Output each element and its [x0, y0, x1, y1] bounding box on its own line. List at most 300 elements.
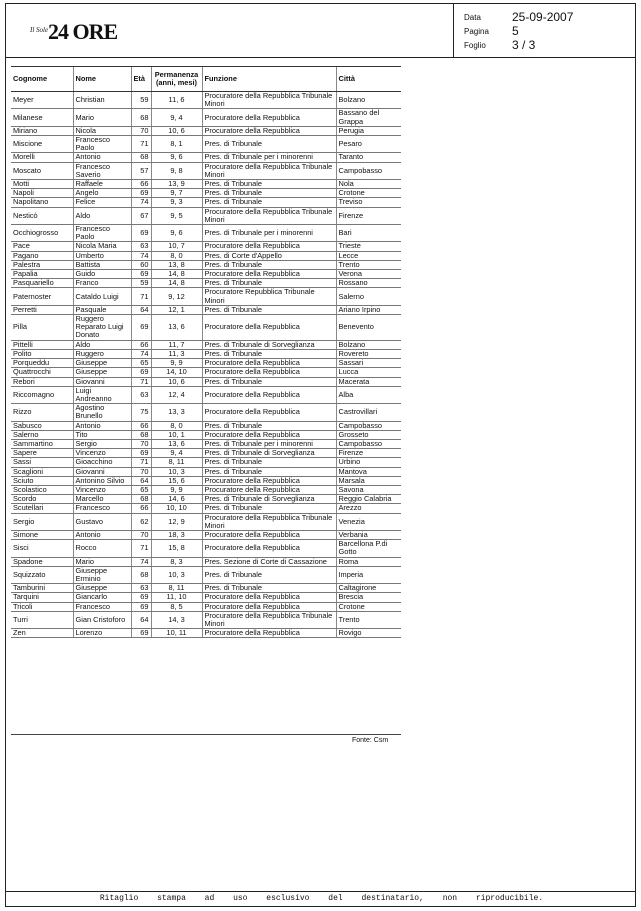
cell-funzione: Procuratore della Repubblica Tribunale Minori: [202, 162, 336, 179]
table-row: [11, 198, 401, 207]
cell-cognome: Sammartino: [11, 439, 73, 448]
cell-eta: 59: [131, 92, 151, 109]
cell-cognome: Rebori: [11, 377, 73, 386]
cell-nome: Gian Cristoforo: [73, 611, 131, 628]
cell-cognome: Tricoli: [11, 602, 73, 611]
header-logo-panel: [5, 3, 454, 58]
table-row: [11, 136, 401, 153]
table-row: [11, 251, 401, 260]
table-row: [11, 404, 401, 421]
cell-eta: 69: [131, 225, 151, 242]
cell-cognome: Perretti: [11, 305, 73, 314]
page-value: 5: [512, 24, 519, 38]
cell-nome: Francesco: [73, 602, 131, 611]
cell-funzione: Pres. di Tribunale: [202, 467, 336, 476]
cell-funzione: Procuratore della Repubblica: [202, 404, 336, 421]
cell-eta: 68: [131, 153, 151, 162]
cell-cognome: Paternoster: [11, 288, 73, 305]
cell-permanenza: 9, 6: [151, 225, 202, 242]
cell-nome: Agostino Brunello: [73, 404, 131, 421]
table-row: [11, 513, 401, 530]
col-eta: Età: [131, 67, 151, 92]
cell-funzione: Procuratore della Repubblica: [202, 593, 336, 602]
table-row: [11, 593, 401, 602]
cell-cognome: Morelli: [11, 153, 73, 162]
table-row: [11, 92, 401, 109]
cell-citta: Benevento: [336, 315, 401, 341]
cell-permanenza: 12, 4: [151, 386, 202, 403]
cell-permanenza: 9, 5: [151, 207, 202, 224]
cell-permanenza: 9, 8: [151, 162, 202, 179]
cell-eta: 68: [131, 430, 151, 439]
table-row: [11, 225, 401, 242]
cell-nome: Christian: [73, 92, 131, 109]
cell-cognome: Pittelli: [11, 340, 73, 349]
cell-nome: Ruggero Reparato Luigi Donato: [73, 315, 131, 341]
table-row: [11, 540, 401, 557]
cell-eta: 63: [131, 242, 151, 251]
meta-sheet: [464, 38, 629, 53]
cell-funzione: Procuratore della Repubblica: [202, 476, 336, 485]
cell-citta: Perugia: [336, 126, 401, 135]
cell-nome: Giuseppe: [73, 359, 131, 368]
cell-citta: Trento: [336, 611, 401, 628]
cell-funzione: Procuratore della Repubblica: [202, 602, 336, 611]
cell-cognome: Sergio: [11, 513, 73, 530]
cell-permanenza: 14, 3: [151, 611, 202, 628]
cell-citta: Crotone: [336, 189, 401, 198]
cell-permanenza: 9, 12: [151, 288, 202, 305]
cell-permanenza: 9, 3: [151, 198, 202, 207]
cell-nome: Luigi Andreanno: [73, 386, 131, 403]
cell-funzione: Procuratore della Repubblica Tribunale Minori: [202, 611, 336, 628]
cell-cognome: Nesticò: [11, 207, 73, 224]
cell-nome: Marcello: [73, 495, 131, 504]
cell-permanenza: 18, 3: [151, 530, 202, 539]
cell-citta: Marsala: [336, 476, 401, 485]
cell-nome: Raffaele: [73, 180, 131, 189]
cell-permanenza: 10, 10: [151, 504, 202, 513]
cell-eta: 66: [131, 180, 151, 189]
table-row: [11, 377, 401, 386]
cell-citta: Venezia: [336, 513, 401, 530]
col-nome: Nome: [73, 67, 131, 92]
cell-funzione: Procuratore della Repubblica Tribunale Minori: [202, 207, 336, 224]
cell-citta: Lecce: [336, 251, 401, 260]
cell-eta: 60: [131, 260, 151, 269]
cell-nome: Antonio: [73, 421, 131, 430]
cell-eta: 69: [131, 270, 151, 279]
cell-permanenza: 12, 9: [151, 513, 202, 530]
cell-eta: 69: [131, 629, 151, 638]
cell-cognome: Quattrocchi: [11, 368, 73, 377]
cell-permanenza: 10, 11: [151, 629, 202, 638]
cell-citta: Grosseto: [336, 430, 401, 439]
cell-citta: Barcellona P.di Gotto: [336, 540, 401, 557]
cell-funzione: Pres. di Tribunale: [202, 305, 336, 314]
cell-citta: Imperia: [336, 566, 401, 583]
cell-eta: 64: [131, 611, 151, 628]
cell-permanenza: 11, 6: [151, 92, 202, 109]
cell-nome: Vincenzo: [73, 449, 131, 458]
cell-nome: Franco: [73, 279, 131, 288]
cell-nome: Giovanni: [73, 467, 131, 476]
cell-cognome: Sciuto: [11, 476, 73, 485]
cell-funzione: Procuratore della Repubblica: [202, 540, 336, 557]
cell-funzione: Procuratore della Repubblica: [202, 315, 336, 341]
cell-cognome: Milanese: [11, 109, 73, 126]
cell-eta: 71: [131, 377, 151, 386]
col-cognome: Cognome: [11, 67, 73, 92]
cell-permanenza: 10, 1: [151, 430, 202, 439]
cell-cognome: Pilla: [11, 315, 73, 341]
cell-permanenza: 14, 6: [151, 495, 202, 504]
cell-permanenza: 10, 7: [151, 242, 202, 251]
cell-citta: Taranto: [336, 153, 401, 162]
meta-date: [464, 10, 629, 25]
cell-permanenza: 8, 11: [151, 458, 202, 467]
cell-citta: Trieste: [336, 242, 401, 251]
cell-nome: Rocco: [73, 540, 131, 557]
table-row: [11, 288, 401, 305]
cell-eta: 65: [131, 485, 151, 494]
cell-nome: Felice: [73, 198, 131, 207]
table-row: [11, 611, 401, 628]
col-permanenza: Permanenza (anni, mesi): [151, 67, 202, 92]
date-label: Data: [464, 13, 481, 22]
cell-citta: Macerata: [336, 377, 401, 386]
sheet-label: Foglio: [464, 41, 486, 50]
cell-citta: Campobasso: [336, 421, 401, 430]
table-row: [11, 162, 401, 179]
cell-citta: Arezzo: [336, 504, 401, 513]
cell-citta: Rovereto: [336, 349, 401, 358]
cell-nome: Pasquale: [73, 305, 131, 314]
cell-cognome: Scolastico: [11, 485, 73, 494]
cell-permanenza: 8, 1: [151, 136, 202, 153]
cell-nome: Mario: [73, 557, 131, 566]
cell-funzione: Procuratore della Repubblica: [202, 109, 336, 126]
meta-page: [464, 24, 629, 39]
cell-funzione: Pres. di Tribunale: [202, 504, 336, 513]
table-row: [11, 566, 401, 583]
cell-permanenza: 8, 3: [151, 557, 202, 566]
cell-nome: Aldo: [73, 207, 131, 224]
cell-permanenza: 13, 6: [151, 439, 202, 448]
cell-permanenza: 15, 6: [151, 476, 202, 485]
cell-nome: Francesco Paolo: [73, 225, 131, 242]
cell-permanenza: 13, 8: [151, 260, 202, 269]
date-value: 25-09-2007: [512, 10, 574, 24]
cell-eta: 63: [131, 584, 151, 593]
cell-eta: 71: [131, 288, 151, 305]
cell-eta: 68: [131, 566, 151, 583]
cell-funzione: Pres. di Tribunale: [202, 421, 336, 430]
cell-cognome: Porqueddu: [11, 359, 73, 368]
cell-funzione: Procuratore della Repubblica: [202, 242, 336, 251]
table-row: [11, 126, 401, 135]
cell-citta: Castrovillari: [336, 404, 401, 421]
table-row: [11, 629, 401, 638]
table-row: [11, 421, 401, 430]
table-row: [11, 504, 401, 513]
cell-nome: Nicola: [73, 126, 131, 135]
table-row: [11, 109, 401, 126]
cell-permanenza: 8, 11: [151, 584, 202, 593]
cell-eta: 74: [131, 251, 151, 260]
cell-permanenza: 10, 3: [151, 467, 202, 476]
cell-funzione: Pres. di Tribunale per i minorenni: [202, 439, 336, 448]
cell-permanenza: 11, 3: [151, 349, 202, 358]
cell-eta: 64: [131, 305, 151, 314]
cell-cognome: Tamburini: [11, 584, 73, 593]
table-row: [11, 305, 401, 314]
cell-permanenza: 8, 5: [151, 602, 202, 611]
cell-cognome: Tarquini: [11, 593, 73, 602]
cell-nome: Mario: [73, 109, 131, 126]
cell-permanenza: 9, 6: [151, 153, 202, 162]
cell-eta: 74: [131, 198, 151, 207]
cell-nome: Francesco Saverio: [73, 162, 131, 179]
cell-citta: Nola: [336, 180, 401, 189]
cell-eta: 70: [131, 467, 151, 476]
table-row: [11, 602, 401, 611]
cell-citta: Caltagirone: [336, 584, 401, 593]
cell-eta: 66: [131, 421, 151, 430]
cell-eta: 70: [131, 530, 151, 539]
cell-citta: Verona: [336, 270, 401, 279]
cell-nome: Guido: [73, 270, 131, 279]
cell-nome: Antonio: [73, 153, 131, 162]
cell-citta: Bolzano: [336, 92, 401, 109]
cell-eta: 68: [131, 495, 151, 504]
cell-eta: 69: [131, 189, 151, 198]
footer-panel: [5, 891, 636, 907]
table-row: [11, 153, 401, 162]
cell-citta: Bari: [336, 225, 401, 242]
cell-cognome: Motti: [11, 180, 73, 189]
cell-eta: 70: [131, 126, 151, 135]
magistrates-table: [11, 66, 401, 638]
cell-cognome: Pasquariello: [11, 279, 73, 288]
cell-funzione: Pres. di Corte d'Appello: [202, 251, 336, 260]
cell-citta: Ariano Irpino: [336, 305, 401, 314]
table-row: [11, 458, 401, 467]
table-row: [11, 207, 401, 224]
cell-permanenza: 8, 0: [151, 421, 202, 430]
cell-nome: Francesco: [73, 504, 131, 513]
cell-permanenza: 10, 3: [151, 566, 202, 583]
cell-eta: 68: [131, 109, 151, 126]
cell-citta: Sassari: [336, 359, 401, 368]
cell-citta: Lucca: [336, 368, 401, 377]
table-row: [11, 386, 401, 403]
cell-eta: 64: [131, 476, 151, 485]
cell-citta: Savona: [336, 485, 401, 494]
cell-cognome: Pace: [11, 242, 73, 251]
cell-funzione: Procuratore della Repubblica: [202, 368, 336, 377]
cell-permanenza: 9, 9: [151, 359, 202, 368]
cell-nome: Antonio: [73, 530, 131, 539]
cell-citta: Campobasso: [336, 439, 401, 448]
cell-eta: 71: [131, 458, 151, 467]
cell-eta: 69: [131, 593, 151, 602]
table-row: [11, 242, 401, 251]
cell-cognome: Meyer: [11, 92, 73, 109]
cell-funzione: Pres. di Tribunale: [202, 180, 336, 189]
cell-permanenza: 9, 4: [151, 449, 202, 458]
table-row: [11, 315, 401, 341]
cell-eta: 66: [131, 340, 151, 349]
table-row: [11, 368, 401, 377]
cell-permanenza: 13, 6: [151, 315, 202, 341]
cell-cognome: Spadone: [11, 557, 73, 566]
cell-cognome: Zen: [11, 629, 73, 638]
cell-cognome: Miriano: [11, 126, 73, 135]
cell-nome: Giuseppe Erminio: [73, 566, 131, 583]
cell-funzione: Procuratore Repubblica Tribunale Minori: [202, 288, 336, 305]
cell-citta: Firenze: [336, 449, 401, 458]
cell-citta: Brescia: [336, 593, 401, 602]
cell-cognome: Pagano: [11, 251, 73, 260]
cell-eta: 70: [131, 439, 151, 448]
cell-cognome: Squizzato: [11, 566, 73, 583]
cell-citta: Alba: [336, 386, 401, 403]
cell-nome: Ruggero: [73, 349, 131, 358]
cell-eta: 65: [131, 359, 151, 368]
cell-funzione: Procuratore della Repubblica: [202, 359, 336, 368]
table-body: [11, 92, 401, 638]
cell-eta: 62: [131, 513, 151, 530]
cell-funzione: Procuratore della Repubblica: [202, 629, 336, 638]
cell-nome: Giancarlo: [73, 593, 131, 602]
cell-cognome: Papalia: [11, 270, 73, 279]
cell-cognome: Salerno: [11, 430, 73, 439]
cell-eta: 66: [131, 504, 151, 513]
cell-funzione: Pres. di Tribunale: [202, 566, 336, 583]
cell-citta: Bolzano: [336, 340, 401, 349]
cell-eta: 69: [131, 449, 151, 458]
cell-citta: Trento: [336, 260, 401, 269]
cell-funzione: Procuratore della Repubblica: [202, 126, 336, 135]
col-funzione: Funzione: [202, 67, 336, 92]
cell-eta: 74: [131, 349, 151, 358]
cell-cognome: Sapere: [11, 449, 73, 458]
cell-funzione: Procuratore della Repubblica Tribunale Minori: [202, 513, 336, 530]
cell-permanenza: 12, 1: [151, 305, 202, 314]
cell-funzione: Procuratore della Repubblica: [202, 270, 336, 279]
cell-nome: Sergio: [73, 439, 131, 448]
cell-nome: Lorenzo: [73, 629, 131, 638]
cell-funzione: Pres. di Tribunale di Sorveglianza: [202, 340, 336, 349]
source-note: Fonte: Csm: [352, 737, 389, 744]
cell-funzione: Procuratore della Repubblica: [202, 386, 336, 403]
cell-citta: Campobasso: [336, 162, 401, 179]
cell-nome: Cataldo Luigi: [73, 288, 131, 305]
cell-permanenza: 13, 3: [151, 404, 202, 421]
cell-funzione: Pres. Sezione di Corte di Cassazione: [202, 557, 336, 566]
cell-funzione: Pres. di Tribunale: [202, 377, 336, 386]
cell-cognome: Sabusco: [11, 421, 73, 430]
cell-cognome: Scutellari: [11, 504, 73, 513]
logo-small-text: Il Sole: [30, 26, 49, 34]
cell-funzione: Pres. di Tribunale: [202, 260, 336, 269]
cell-eta: 74: [131, 557, 151, 566]
cell-funzione: Pres. di Tribunale: [202, 584, 336, 593]
cell-citta: Pesaro: [336, 136, 401, 153]
cell-cognome: Scordo: [11, 495, 73, 504]
cell-funzione: Procuratore della Repubblica: [202, 485, 336, 494]
page-label: Pagina: [464, 27, 489, 36]
cell-nome: Antonino Silvio: [73, 476, 131, 485]
cell-cognome: Napolitano: [11, 198, 73, 207]
footer-disclaimer: Ritaglio stampa ad uso esclusivo del destinatario, non riproducibile.: [99, 894, 544, 903]
cell-nome: Nicola Maria: [73, 242, 131, 251]
cell-permanenza: 10, 6: [151, 126, 202, 135]
cell-cognome: Occhiogrosso: [11, 225, 73, 242]
col-citta: Città: [336, 67, 401, 92]
cell-funzione: Procuratore della Repubblica: [202, 530, 336, 539]
table-bottom-rule: [11, 734, 401, 735]
cell-permanenza: 14, 8: [151, 270, 202, 279]
cell-cognome: Moscato: [11, 162, 73, 179]
cell-cognome: Sassi: [11, 458, 73, 467]
cell-nome: Aldo: [73, 340, 131, 349]
cell-permanenza: 13, 9: [151, 180, 202, 189]
cell-nome: Francesco Paolo: [73, 136, 131, 153]
table-header-row: [11, 67, 401, 92]
table-row: [11, 340, 401, 349]
cell-funzione: Pres. di Tribunale: [202, 198, 336, 207]
cell-citta: Rovigo: [336, 629, 401, 638]
cell-funzione: Pres. di Tribunale di Sorveglianza: [202, 449, 336, 458]
cell-nome: Gioacchino: [73, 458, 131, 467]
cell-permanenza: 9, 7: [151, 189, 202, 198]
cell-citta: Roma: [336, 557, 401, 566]
cell-citta: Rossano: [336, 279, 401, 288]
cell-funzione: Pres. di Tribunale: [202, 189, 336, 198]
cell-funzione: Pres. di Tribunale: [202, 458, 336, 467]
cell-citta: Verbania: [336, 530, 401, 539]
cell-nome: Giuseppe: [73, 584, 131, 593]
cell-nome: Gustavo: [73, 513, 131, 530]
cell-eta: 69: [131, 315, 151, 341]
cell-funzione: Pres. di Tribunale di Sorveglianza: [202, 495, 336, 504]
cell-permanenza: 11, 7: [151, 340, 202, 349]
cell-citta: Bassano del Grappa: [336, 109, 401, 126]
cell-cognome: Rizzo: [11, 404, 73, 421]
cell-funzione: Pres. di Tribunale: [202, 349, 336, 358]
cell-cognome: Polito: [11, 349, 73, 358]
cell-nome: Vincenzo: [73, 485, 131, 494]
cell-cognome: Palestra: [11, 260, 73, 269]
cell-permanenza: 15, 8: [151, 540, 202, 557]
cell-eta: 67: [131, 207, 151, 224]
cell-permanenza: 8, 0: [151, 251, 202, 260]
cell-cognome: Sisci: [11, 540, 73, 557]
cell-eta: 59: [131, 279, 151, 288]
cell-citta: Mantova: [336, 467, 401, 476]
cell-nome: Battista: [73, 260, 131, 269]
cell-cognome: Turri: [11, 611, 73, 628]
cell-cognome: Riccomagno: [11, 386, 73, 403]
cell-eta: 71: [131, 540, 151, 557]
cell-citta: Salerno: [336, 288, 401, 305]
cell-permanenza: 9, 4: [151, 109, 202, 126]
table-row: [11, 557, 401, 566]
header-meta-panel: [453, 3, 636, 58]
cell-eta: 69: [131, 602, 151, 611]
